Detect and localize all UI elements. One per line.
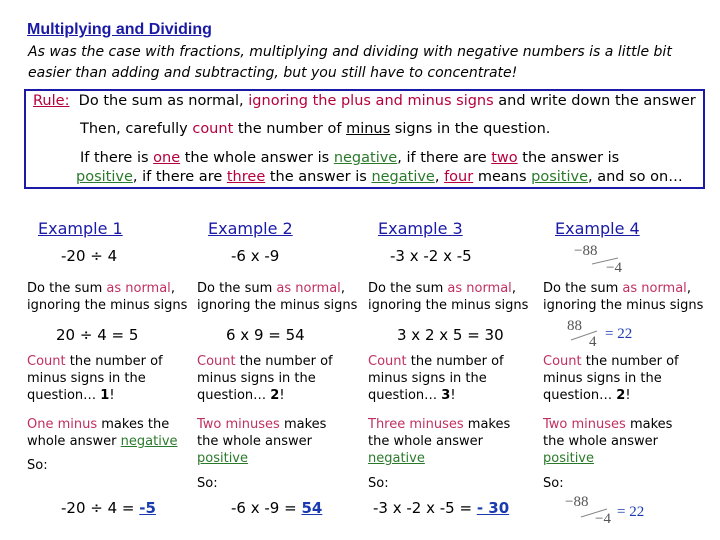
minus-count: 3 — [441, 388, 451, 403]
example-2-so-label: So: — [197, 476, 218, 491]
example-2-count — [197, 353, 333, 404]
rule-text: count — [192, 121, 234, 137]
rule-text: the number of — [233, 121, 347, 137]
example-1-final-answer — [61, 499, 156, 517]
example-3-instruction — [368, 280, 528, 314]
rule-text: four — [444, 169, 474, 185]
example-4-count — [543, 353, 679, 404]
example-1-so-label: So: — [27, 458, 48, 473]
instruction-text: Do the sum — [368, 281, 448, 296]
instruction-text: ignoring the minus signs — [197, 298, 358, 313]
count-text: the number of — [581, 354, 679, 369]
rule-line-1 — [33, 93, 696, 109]
rule-text: the answer is — [265, 169, 372, 185]
instruction-text: Do the sum — [27, 281, 107, 296]
final-result: 54 — [301, 499, 323, 517]
rule-text: positive — [531, 169, 588, 185]
minus-rule-text: positive — [197, 451, 248, 466]
rule-text: , — [434, 169, 445, 185]
minus-rule-text: Two minuses — [543, 417, 626, 432]
minus-rule-text: negative — [368, 451, 425, 466]
example-1-minus-rule — [27, 416, 178, 450]
final-expression: -6 x -9 = — [231, 499, 302, 517]
count-text: Count — [27, 354, 66, 369]
rule-text: signs in the question. — [390, 121, 551, 137]
fraction-result: = 22 — [617, 504, 645, 520]
minus-count: 2 — [616, 388, 626, 403]
example-1-normal-result: 20 ÷ 4 = 5 — [56, 326, 139, 344]
count-text: Count — [543, 354, 582, 369]
count-text: the number of — [406, 354, 504, 369]
count-text: ! — [450, 388, 456, 403]
final-result: - 30 — [476, 499, 510, 517]
example-1-count — [27, 353, 163, 404]
example-2-instruction — [197, 280, 357, 314]
example-4-final-fraction — [563, 492, 673, 526]
count-text: Count — [368, 354, 407, 369]
rule-text: ignoring the plus and minus signs — [248, 93, 494, 109]
fraction-numerator: 88 — [567, 318, 582, 334]
rule-text: two — [491, 150, 518, 166]
example-4-so-label: So: — [543, 476, 564, 491]
rule-line-4 — [76, 169, 683, 185]
count-text: question… — [368, 388, 442, 403]
example-4-instruction — [543, 280, 703, 314]
instruction-text: ignoring the minus signs — [27, 298, 188, 313]
minus-count: 2 — [270, 388, 280, 403]
example-3-heading: Example 3 — [378, 219, 463, 238]
instruction-text: Do the sum — [197, 281, 277, 296]
count-text: minus signs in the — [197, 371, 316, 386]
rule-line-3 — [80, 150, 619, 166]
minus-rule-text: the whole answer — [543, 434, 658, 449]
minus-rule-text: the whole answer — [197, 434, 312, 449]
count-text: ! — [109, 388, 115, 403]
count-text: question… — [543, 388, 617, 403]
rule-text: positive — [76, 169, 133, 185]
count-text: Count — [197, 354, 236, 369]
count-text: question… — [197, 388, 271, 403]
fraction-result: = 22 — [605, 326, 633, 342]
example-3-expression: -3 x -2 x -5 — [390, 247, 472, 265]
instruction-text: , — [170, 281, 175, 296]
example-3-final-answer — [373, 499, 509, 517]
instruction-text: , — [511, 281, 516, 296]
count-text: the number of — [235, 354, 333, 369]
example-4-normal-fraction — [565, 316, 665, 348]
count-text: ! — [625, 388, 631, 403]
minus-rule-text: Three minuses — [368, 417, 464, 432]
rule-text: negative — [371, 169, 435, 185]
example-4-heading: Example 4 — [555, 219, 640, 238]
rule-text: means — [473, 169, 532, 185]
example-2-minus-rule — [197, 416, 326, 467]
instruction-text: as normal — [447, 281, 512, 296]
count-text: minus signs in the — [543, 371, 662, 386]
example-1-heading: Example 1 — [38, 219, 123, 238]
rule-text: , if there are — [397, 150, 492, 166]
example-2-expression: -6 x -9 — [231, 247, 280, 265]
rule-text: minus — [346, 121, 391, 137]
minus-rule-text: negative — [120, 434, 178, 449]
example-1-expression: -20 ÷ 4 — [61, 247, 118, 265]
example-2-final-answer — [231, 499, 322, 517]
minus-rule-text: makes the — [97, 417, 170, 432]
minus-rule-text: One minus — [27, 417, 98, 432]
minus-rule-text: makes — [625, 417, 673, 432]
rule-text: the whole answer is — [180, 150, 334, 166]
instruction-text: , — [340, 281, 345, 296]
example-3-normal-result: 3 x 2 x 5 = 30 — [397, 326, 504, 344]
fraction-numerator: −88 — [565, 494, 589, 510]
instruction-text: , — [686, 281, 691, 296]
count-text: minus signs in the — [368, 371, 487, 386]
example-4-fraction — [572, 242, 632, 274]
rule-text: negative — [333, 150, 398, 166]
instruction-text: as normal — [276, 281, 341, 296]
rule-text: Do the sum as normal, — [78, 93, 249, 109]
minus-rule-text: positive — [543, 451, 594, 466]
rule-text: If there is — [80, 150, 154, 166]
count-text: minus signs in the — [27, 371, 146, 386]
rule-text: three — [226, 169, 266, 185]
count-text: the number of — [65, 354, 163, 369]
fraction-graphic — [563, 492, 673, 526]
example-2-normal-result: 6 x 9 = 54 — [226, 326, 305, 344]
instruction-text: as normal — [622, 281, 687, 296]
rule-text: and write down the answer — [493, 93, 696, 109]
minus-rule-text: makes — [463, 417, 511, 432]
example-3-so-label: So: — [368, 476, 389, 491]
fraction-denominator: −4 — [606, 260, 622, 274]
instruction-text: ignoring the minus signs — [543, 298, 704, 313]
fraction-denominator: 4 — [589, 334, 597, 348]
rule-text: one — [153, 150, 181, 166]
rule-line-2 — [80, 121, 550, 137]
rule-text: , and so on… — [588, 169, 683, 185]
example-1-instruction — [27, 280, 187, 314]
example-2-heading: Example 2 — [208, 219, 293, 238]
example-4-minus-rule — [543, 416, 672, 467]
minus-rule-text: whole answer — [27, 434, 121, 449]
final-result: -5 — [139, 499, 156, 517]
fraction-denominator: −4 — [595, 511, 611, 526]
page-title: Multiplying and Dividing — [27, 21, 212, 38]
count-text: question… — [27, 388, 101, 403]
fraction-numerator: −88 — [574, 243, 598, 259]
example-3-minus-rule — [368, 416, 510, 467]
final-expression: -20 ÷ 4 = — [61, 499, 140, 517]
minus-count: 1 — [100, 388, 110, 403]
final-expression: -3 x -2 x -5 = — [373, 499, 477, 517]
example-3-count — [368, 353, 504, 404]
instruction-text: Do the sum — [543, 281, 623, 296]
minus-rule-text: makes — [279, 417, 327, 432]
fraction-graphic — [572, 242, 632, 274]
fraction-graphic — [565, 316, 665, 348]
instruction-text: as normal — [106, 281, 171, 296]
rule-label: Rule: — [33, 93, 70, 109]
rule-text: Then, carefully — [80, 121, 193, 137]
minus-rule-text: Two minuses — [197, 417, 280, 432]
intro-paragraph: As was the case with fractions, multiplying and dividing with negative numbers is a little bit easier than adding and subtracting, but you still have to concentrate! — [28, 44, 672, 81]
rule-text: the answer is — [517, 150, 620, 166]
minus-rule-text: the whole answer — [368, 434, 483, 449]
rule-text: , if there are — [132, 169, 227, 185]
instruction-text: ignoring the minus signs — [368, 298, 529, 313]
count-text: ! — [279, 388, 285, 403]
